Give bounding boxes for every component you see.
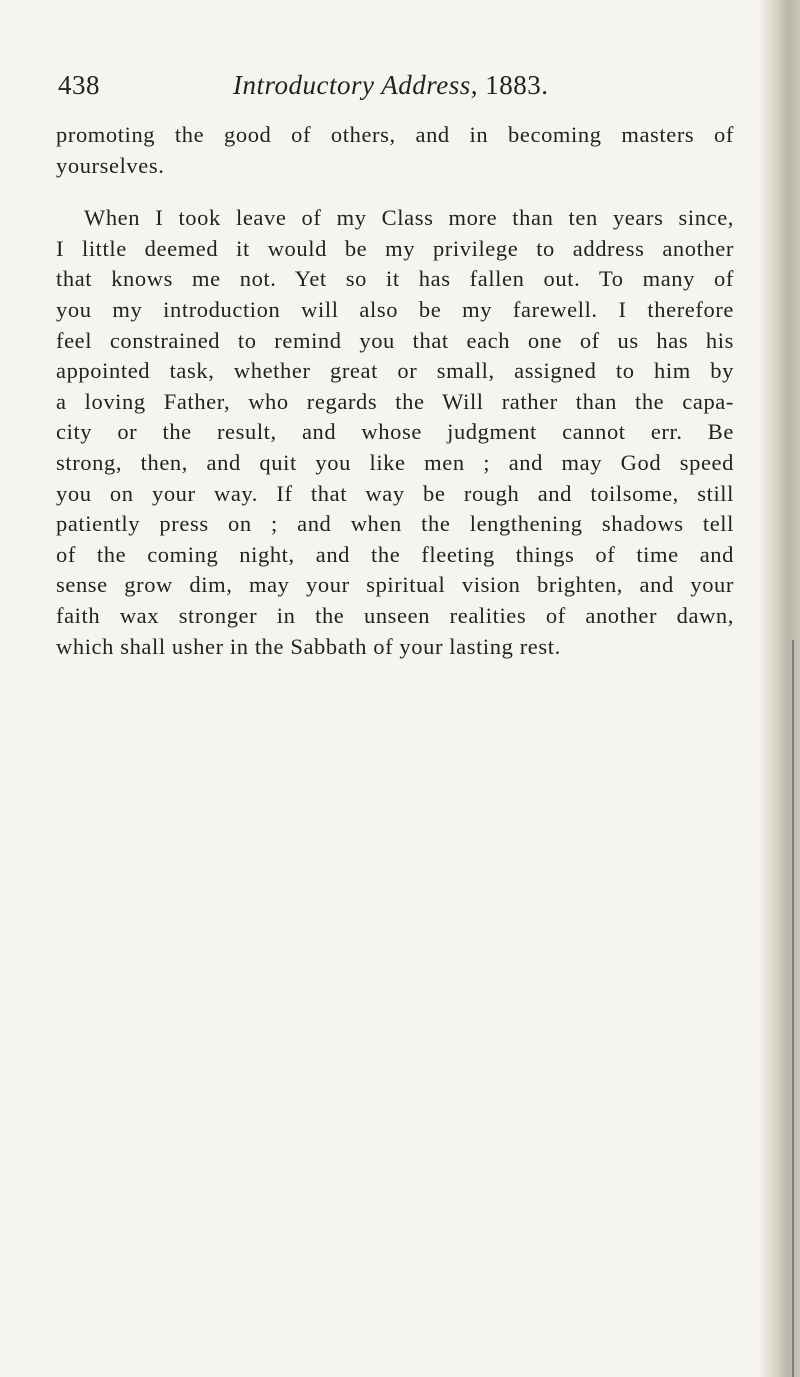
text-line: I little deemed it would be my privilege to address another [56,235,734,261]
running-title-italic: Introductory Address, [233,70,478,100]
text-line: sense grow dim, may your spiritual vision brighten, and your [56,572,734,598]
text-line: When I took leave of my Class more than ten years since, [84,205,734,231]
running-title [233,70,548,101]
running-title-year: 1883. [477,70,549,100]
text-line: appointed task, whether great or small, assigned to him by [56,358,734,384]
text-line: patiently press on ; and when the lengthening shadows tell [56,511,734,537]
text-line: yourselves. [56,152,165,178]
text-line: faith wax stronger in the unseen realities of another dawn, [56,602,734,628]
text-line: promoting the good of others, and in becoming masters of [56,122,734,147]
paragraph-2 [56,203,734,662]
text-line: you my introduction will also be my farewell. I therefore [56,296,734,322]
text-line: feel constrained to remind you that each one of us has his [56,327,734,353]
paragraph-1 [56,120,734,181]
text-line: which shall usher in the Sabbath of your lasting rest. [56,633,561,659]
page-edge-line [792,640,794,1377]
text-line: a loving Father, who regards the Will rather than the capa- [56,388,734,414]
body-text [56,120,734,662]
text-line: city or the result, and whose judgment cannot err. Be [56,419,734,445]
text-line: that knows me not. Yet so it has fallen out. To many of [56,266,734,292]
text-line: strong, then, and quit you like men ; and may God speed [56,449,734,475]
text-line: of the coming night, and the fleeting things of time and [56,541,734,567]
page-number: 438 [58,70,100,100]
page-header [58,70,728,110]
text-line: you on your way. If that way be rough and toilsome, still [56,480,734,506]
